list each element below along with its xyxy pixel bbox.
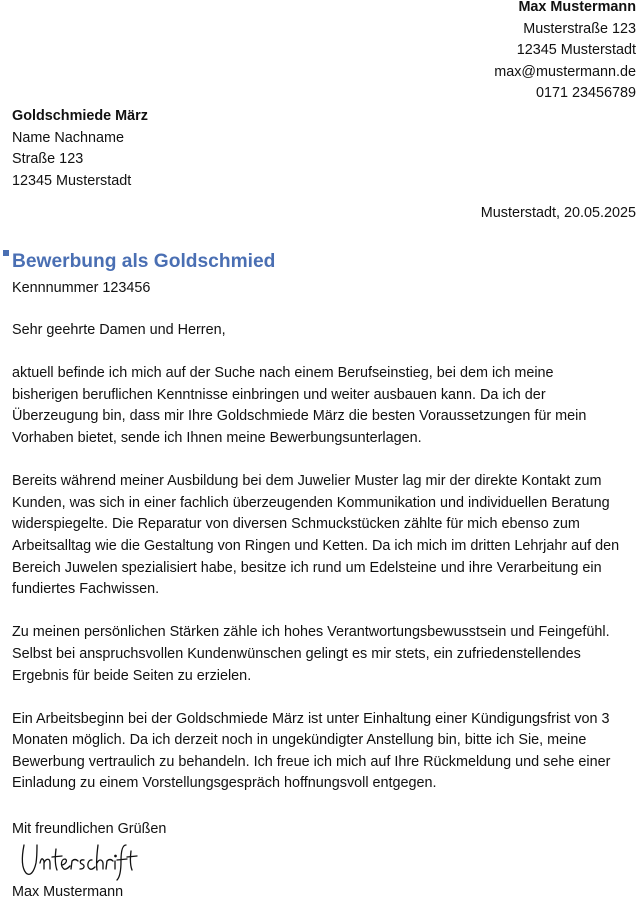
- recipient-company: Goldschmiede März: [12, 108, 148, 124]
- closing-phrase: Mit freundlichen Grüßen: [12, 821, 167, 837]
- reference-number: Kennnummer 123456: [12, 280, 151, 296]
- sender-address-block: [494, 0, 636, 105]
- letter-date: Musterstadt, 20.05.2025: [480, 205, 636, 221]
- paragraph-1: aktuell befinde ich mich auf der Suche nach einem Berufseinstieg, bei dem ich meine bisherigen beruflichen Kenntnisse einbringen und weiter ausbauen kann. Da ich der Überzeugung bin, dass mir Ihre Goldschmiede März die besten Voraussetzungen für mein Vorhaben bietet, sende ich Ihnen meine Bewerbungsunterlagen.: [12, 365, 587, 446]
- recipient-street: Straße 123: [12, 151, 84, 168]
- recipient-address-block: [12, 106, 148, 192]
- sender-city: 12345 Musterstadt: [516, 42, 636, 59]
- sender-phone: 0171 23456789: [535, 85, 636, 102]
- paragraph-4: Ein Arbeitsbeginn bei der Goldschmiede März ist unter Einhaltung einer Kündigungsfrist von 3 Monaten möglich. Da ich derzeit noch in ungekündigter Anstellung bin, bitte ich Sie, meine Bewerbung vertraulich zu behandeln. Ich freue ich mich auf Ihre Rückmeldung und sehe einer Einladung zu einem Vorstellungsgespräch hoffnungsvoll entgegen.: [12, 710, 611, 792]
- salutation: Sehr geehrte Damen und Herren,: [12, 322, 226, 338]
- letter-subject: Bewerbung als Goldschmied: [12, 251, 276, 272]
- heading-marker: [3, 250, 9, 256]
- signer-name: Max Mustermann: [12, 884, 124, 900]
- recipient-contact: Name Nachname: [12, 129, 124, 146]
- sender-email: max@mustermann.de: [494, 63, 636, 80]
- sender-street: Musterstraße 123: [523, 20, 636, 37]
- handwritten-signature: [18, 839, 140, 883]
- paragraph-3: Zu meinen persönlichen Stärken zähle ich hohes Verantwortungsbewusstsein und Feingefühl. Selbst bei anspruchsvollen Kundenwünschen gelingt es mir stets, ein zufriedenstellendes Ergebnis für beide Seiten zu erzielen.: [12, 624, 610, 684]
- sender-name: Max Mustermann: [518, 0, 636, 15]
- letter-body: [12, 320, 638, 817]
- paragraph-2: Bereits während meiner Ausbildung bei dem Juwelier Muster lag mir der direkte Kontakt zum Kunden, was sich in einer fachlich überzeugenden Kommunikation und individuellen Beratung widerspiegelte. Die Reparatur von diversen Schmuckstücken zählte für mich ebenso zum Arbeitsalltag wie die Gestaltung von Ringen und Ketten. Da ich mich im dritten Lehrjahr auf den Bereich Juwelen spezialisiert habe, besitze ich rund um Edelsteine und ihre Verarbeitung ein fundiertes Fachwissen.: [12, 473, 620, 598]
- recipient-city: 12345 Musterstadt: [12, 172, 132, 189]
